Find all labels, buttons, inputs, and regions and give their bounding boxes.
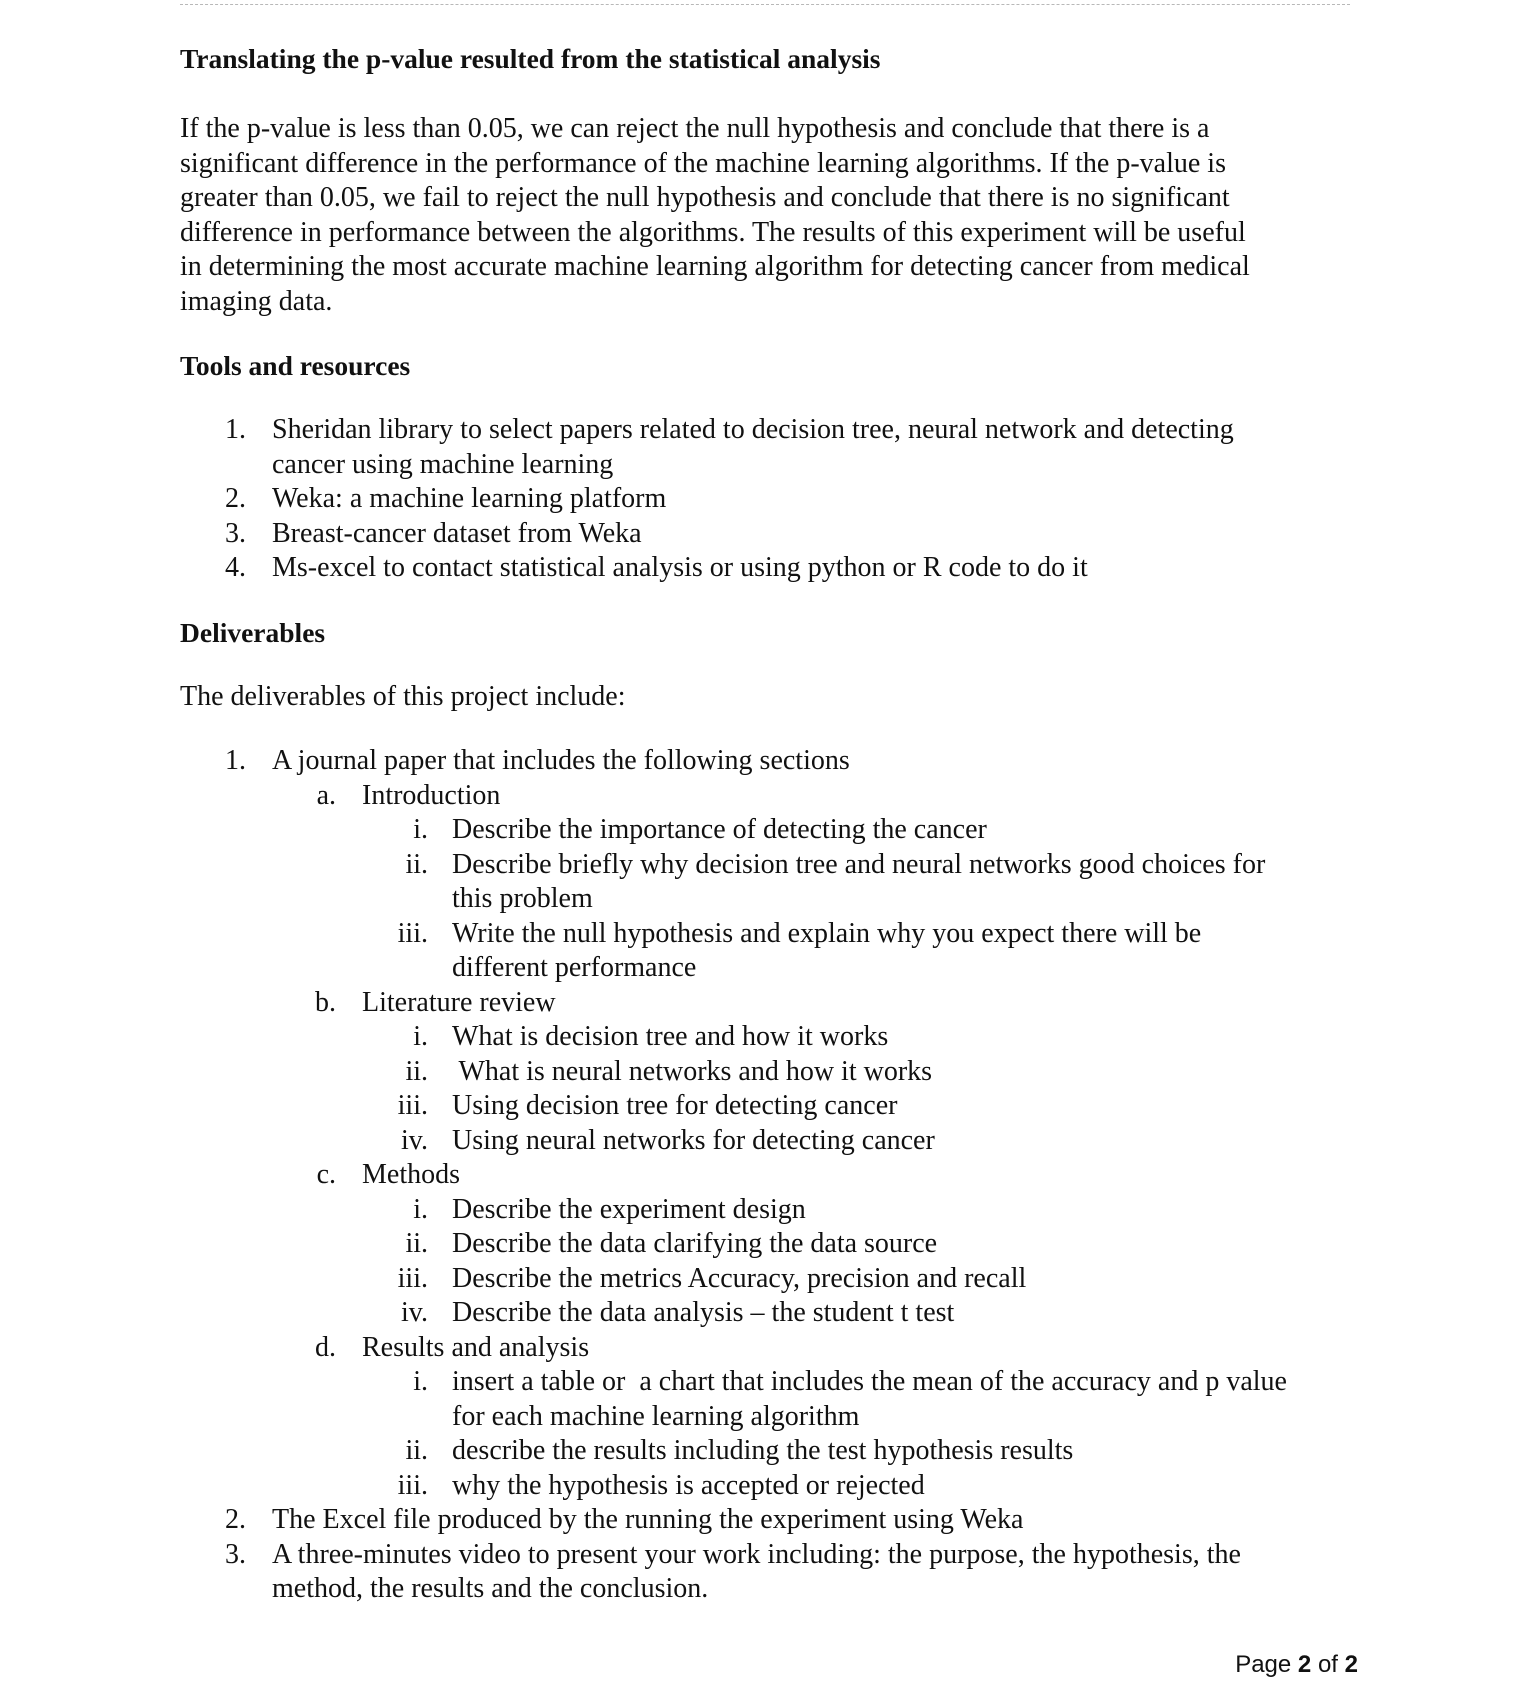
sub-item-results-analysis: d. Results and analysis — [315, 1331, 590, 1363]
list-item: 3. A three-minutes video to present your work including: the purpose, the hypothesis, the method, the results and the conclusion. — [225, 1538, 1241, 1604]
list-item: 2. The Excel file produced by the running the experiment using Weka — [225, 1504, 1024, 1535]
sub-sub-item: ii. Describe the data clarifying the data source — [405, 1228, 938, 1259]
sub-sub-item: i. What is decision tree and how it works — [413, 1021, 889, 1052]
sub-sub-item: iii. Describe the metrics Accuracy, precision and recall — [397, 1262, 1027, 1294]
section-heading-deliverables: Deliverables — [180, 616, 326, 648]
paragraph-line: significant difference in the performance of the machine learning algorithms. If the p-value is — [180, 147, 1226, 179]
sub-sub-item: i. Describe the experiment design — [413, 1193, 806, 1225]
sub-sub-item: iii. Write the null hypothesis and explain why you expect there will be different performance — [397, 917, 1202, 983]
sub-sub-item: ii. Describe briefly why decision tree and neural networks good choices for this problem — [405, 848, 1266, 914]
sub-item-literature-review: b. Literature review — [315, 986, 556, 1018]
page-number: Page 2 of 2 — [1235, 1651, 1358, 1678]
document-body — [180, 42, 1360, 1607]
section-heading-p-value: Translating the p-value resulted from the statistical analysis — [180, 43, 881, 74]
list-item: 4. Ms-excel to contact statistical analysis or using python or R code to do it — [225, 552, 1088, 583]
sub-item-introduction: a. Introduction — [316, 779, 501, 811]
paragraph-line: greater than 0.05, we fail to reject the null hypothesis and conclude that there is no significant — [180, 182, 1230, 213]
deliverables-intro: The deliverables of this project include: — [180, 680, 626, 712]
header-divider — [180, 4, 1350, 5]
list-item: 1. Sheridan library to select papers related to decision tree, neural network and detecting cancer using machine learning — [225, 414, 1234, 480]
deliverables-list — [180, 744, 1360, 1607]
paragraph-line: in determining the most accurate machine learning algorithm for detecting cancer from medical — [180, 251, 1250, 282]
sub-sub-item: ii. describe the results including the test hypothesis results — [405, 1435, 1074, 1466]
sub-sub-item: iv. Using neural networks for detecting cancer — [401, 1124, 935, 1156]
p-value-paragraph — [180, 112, 1360, 319]
paragraph-line: imaging data. — [180, 285, 333, 317]
sub-sub-item: i. Describe the importance of detecting the cancer — [413, 814, 987, 845]
sub-sub-item: iii. why the hypothesis is accepted or rejected — [397, 1469, 925, 1501]
sub-item-methods: c. Methods — [316, 1159, 460, 1190]
list-item: 1. A journal paper that includes the following sections — [225, 745, 850, 776]
section-heading-tools: Tools and resources — [180, 350, 411, 381]
sub-sub-item: ii. What is neural networks and how it works — [405, 1055, 933, 1087]
paragraph-line: difference in performance between the algorithms. The results of this experiment will be useful — [180, 216, 1246, 248]
sub-sub-item: iii. Using decision tree for detecting cancer — [397, 1090, 898, 1121]
paragraph-line: If the p-value is less than 0.05, we can reject the null hypothesis and conclude that there is a — [180, 113, 1210, 144]
list-item: 2. Weka: a machine learning platform — [225, 483, 667, 514]
sub-sub-item: iv. Describe the data analysis – the student t test — [401, 1297, 955, 1328]
list-item: 3. Breast-cancer dataset from Weka — [225, 517, 642, 549]
sub-sub-item: i. insert a table or a chart that includes the mean of the accuracy and p value for each machine learning algorithm — [413, 1366, 1287, 1432]
tools-list — [180, 413, 1360, 586]
